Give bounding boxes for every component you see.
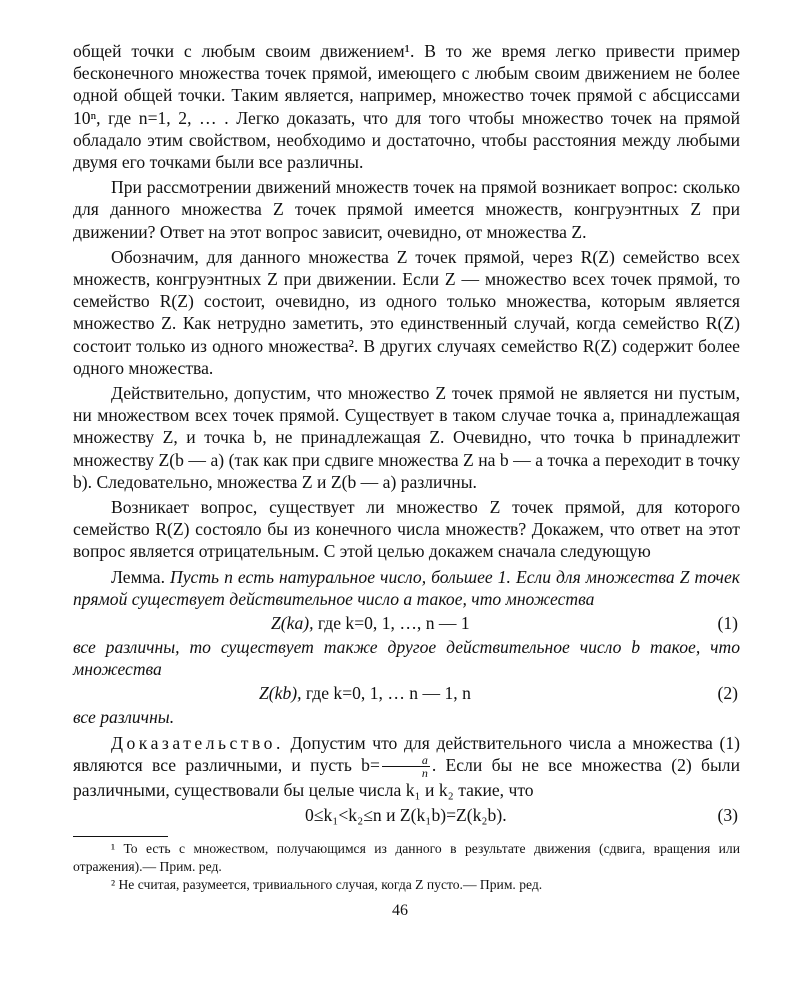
footnote-1: ¹ То есть с множеством, получающимся из данного в результате движения (сдвига, вращения или отражения).— Прим. ред. xyxy=(73,841,740,874)
footnote-2: ² Не считая, разумеется, тривиального случая, когда Z пусто.— Прим. ред. xyxy=(111,877,543,892)
footnote-divider xyxy=(73,836,168,837)
lemma-end: все различны. xyxy=(73,707,175,728)
lemma-paragraph xyxy=(73,566,740,610)
lemma-heading: Лемма. xyxy=(111,566,165,587)
formula-2-number: (2) xyxy=(717,683,738,704)
lemma-statement: Пусть n есть натуральное число, большее 1. Если для множества Z точек прямой существует действительное число a такое, что множества xyxy=(73,566,740,609)
formula-3-number: (3) xyxy=(717,804,738,825)
paragraph-4: Действительно, допустим, что множество Z точек прямой не является ни пустым, ни множеством всех точек прямой. Существует в таком случае точка a, принадлежащая множеству Z, и точка b, не принадлежащая Z. Очевидно, что точка b принадлежит множеству Z(b — a) (так как при сдвиге множества Z на b — a точка a переходит в точку b). Следовательно, множества Z и Z(b — a) различны. xyxy=(73,383,740,492)
formula-2 xyxy=(73,680,740,706)
formula-3 xyxy=(73,802,740,828)
page-number: 46 xyxy=(392,902,408,919)
fraction-a-over-n xyxy=(382,754,430,779)
lemma-continuation: все различны, то существует также другое действительное число b такое, что множества xyxy=(73,637,740,680)
formula-1 xyxy=(73,610,740,636)
formula-1-rest: где k=0, 1, …, n — 1 xyxy=(313,613,470,634)
proof-heading: Доказательство. xyxy=(111,732,284,753)
paragraph-5: Возникает вопрос, существует ли множество Z точек прямой, для которого семейство R(Z) состояло бы из конечного числа множеств? Докажем, что ответ на этот вопрос является отрицательным. С этой целью докажем сначала следующую xyxy=(73,497,740,562)
main-text xyxy=(73,40,740,828)
paragraph-2: При рассмотрении движений множеств точек на прямой возникает вопрос: сколько для данного множества Z точек прямой имеется множеств, конгруэнтных Z при движении? Ответ на этот вопрос зависит, очевидно, от множества Z. xyxy=(73,177,740,242)
formula-2-rest: где k=0, 1, … n — 1, n xyxy=(301,683,471,704)
proof-part-1: Допустим что для действительного числа a множества (1) являются все различными, и пусть b= xyxy=(73,732,740,775)
paragraph-1: общей точки с любым своим движением¹. В то же время легко привести пример бесконечного множества точек прямой, имеющего с любым своим движением не более одной общей точки. Таким является, например, множество точек прямой с абсциссами 10ⁿ, где n=1, 2, … . Легко доказать, что для того чтобы множество точек на прямой обладало этим свойством, необходимо и достаточно, чтобы расстояния между любыми двумя его точками были все различны. xyxy=(73,41,740,173)
fraction-numerator: a xyxy=(382,754,430,767)
formula-1-lhs: Z(ka), xyxy=(271,613,314,634)
paragraph-3: Обозначим, для данного множества Z точек прямой, через R(Z) семейство всех множеств, конгруэнтных Z при движении. Если Z — множество всех точек прямой, то семейство R(Z) состоит, очевидно, из одного только множества, которым является множество Z. Как нетрудно заметить, это единственный случай, когда семейство R(Z) состоит только из одного множества². В других случаях семейство R(Z) содержит более одного множества. xyxy=(73,246,740,378)
proof-part-2: . Если бы не все множества (2) были различными, существовали бы целые числа k₁ и k₂ такие, что xyxy=(73,754,740,801)
formula-3-text: 0≤k₁<k₂≤n и Z(k₁b)=Z(k₂b). xyxy=(305,804,507,825)
formula-2-lhs: Z(kb), xyxy=(259,683,302,704)
fraction-denominator: n xyxy=(421,766,428,781)
formula-1-number: (1) xyxy=(717,613,738,634)
footnotes xyxy=(73,840,740,894)
proof-paragraph xyxy=(73,732,740,802)
